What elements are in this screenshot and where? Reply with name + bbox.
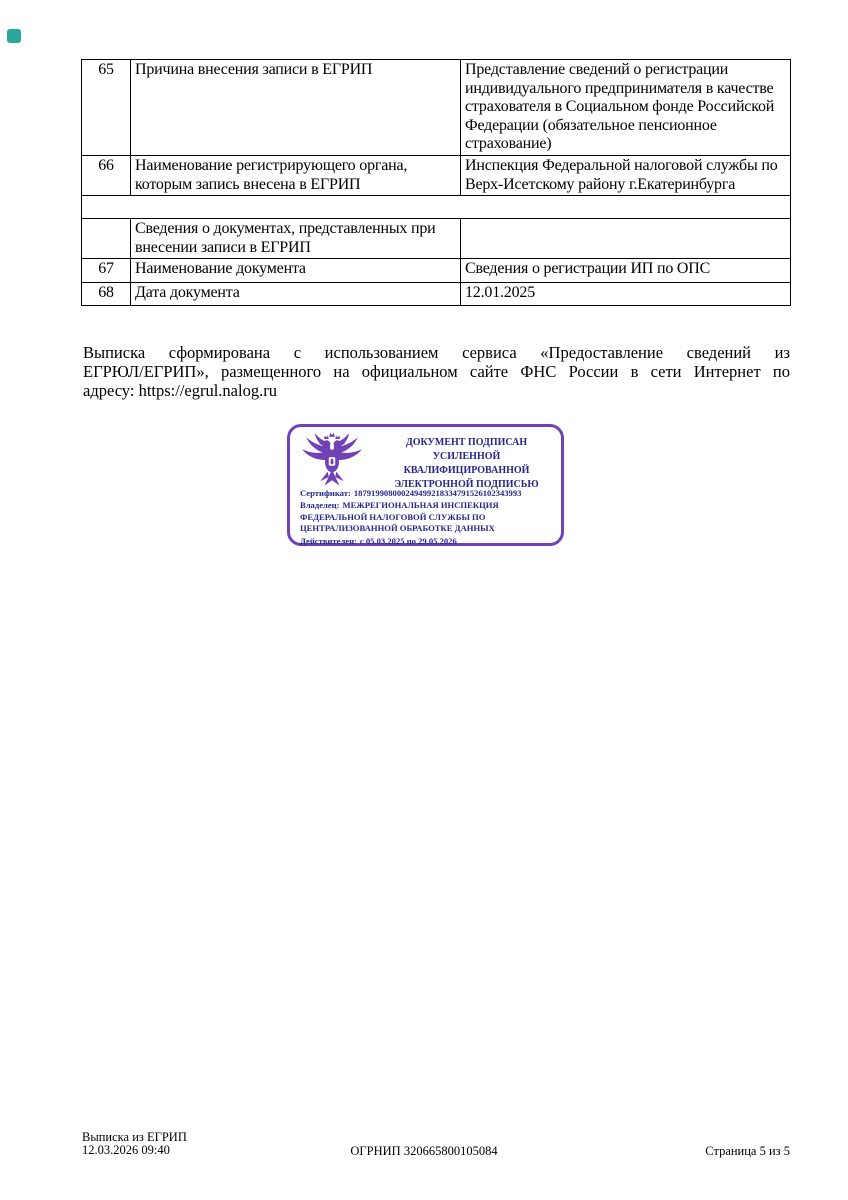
certificate-value: 187919908000249499218334791526102343993 <box>353 488 522 498</box>
note-line <box>83 382 790 401</box>
row-value: Представление сведений о регистрации индивидуального предпринимателя в качестве страхователя в Социальном фонде Российской Федерации (обязательное пенсионное страхование) <box>461 60 791 156</box>
row-number: 66 <box>82 155 131 195</box>
certificate-line <box>300 488 553 500</box>
row-number: 67 <box>82 259 131 283</box>
table-row <box>82 155 791 195</box>
stamp-title-line: УСИЛЕННОЙ КВАЛИФИЦИРОВАННОЙ <box>403 451 530 476</box>
stamp-title <box>378 436 555 492</box>
owner-line <box>300 500 553 535</box>
row-name: Дата документа <box>131 283 461 306</box>
stamp-info <box>300 488 553 548</box>
row-value: Инспекция Федеральной налоговой службы по Верх-Исетскому району г.Екатеринбурга <box>461 155 791 195</box>
footer-ogrnip: ОГРНИП 320665800105084 <box>350 1144 498 1158</box>
certificate-label: Сертификат: <box>300 488 351 498</box>
section-header: Сведения о документах, представленных при внесении записи в ЕГРИП <box>131 219 461 259</box>
row-number: 65 <box>82 60 131 156</box>
row-name: Причина внесения записи в ЕГРИП <box>131 60 461 156</box>
validity-value: с 05.03.2025 по 29.05.2026 <box>359 536 457 547</box>
owner-label: Владелец: <box>300 499 340 510</box>
validity-line <box>300 536 553 548</box>
row-value: 12.01.2025 <box>461 283 791 306</box>
note-line: Выписка сформирована с использованием сервиса «Предоставление сведений из <box>83 343 790 362</box>
signature-stamp <box>287 424 564 546</box>
row-name: Наименование регистрирующего органа, которым запись внесена в ЕГРИП <box>131 155 461 195</box>
row-value <box>461 219 791 259</box>
row-number: 68 <box>82 283 131 306</box>
table-row <box>82 259 791 283</box>
table-row <box>82 283 791 306</box>
note-line-prefix: адресу: <box>83 380 139 400</box>
table-section-row <box>82 219 791 259</box>
footer-doc-type: Выписка из ЕГРИП <box>82 1130 187 1144</box>
row-value: Сведения о регистрации ИП по ОПС <box>461 259 791 283</box>
row-name: Наименование документа <box>131 259 461 283</box>
note-line: ЕГРЮЛ/ЕГРИП», размещенного на официальном сайте ФНС России в сети Интернет по <box>83 361 790 381</box>
footer-page-info: Страница 5 из 5 <box>705 1144 790 1158</box>
footer-datetime: 12.03.2026 09:40 <box>82 1143 170 1157</box>
row-number <box>82 219 131 259</box>
spacer-cell <box>82 196 791 219</box>
owner-value: МЕЖРЕГИОНАЛЬНАЯ ИНСПЕКЦИЯ ФЕДЕРАЛЬНОЙ НАЛОГОВОЙ СЛУЖБЫ ПО ЦЕНТРАЛИЗОВАННОЙ ОБРАБОТКЕ ДАННЫХ <box>300 499 499 534</box>
note-paragraph <box>83 344 790 400</box>
validity-label: Действителен: <box>300 536 357 547</box>
stamp-title-line: ДОКУМЕНТ ПОДПИСАН <box>405 437 528 448</box>
coat-of-arms-icon <box>298 432 366 492</box>
egrip-records-table <box>81 59 791 306</box>
table-spacer-row <box>82 196 791 219</box>
table-row <box>82 60 791 156</box>
egrul-link[interactable]: https://egrul.nalog.ru <box>138 380 277 400</box>
stamp-title-line: ЭЛЕКТРОННОЙ ПОДПИСЬЮ <box>394 479 539 490</box>
corner-marker <box>7 29 21 43</box>
